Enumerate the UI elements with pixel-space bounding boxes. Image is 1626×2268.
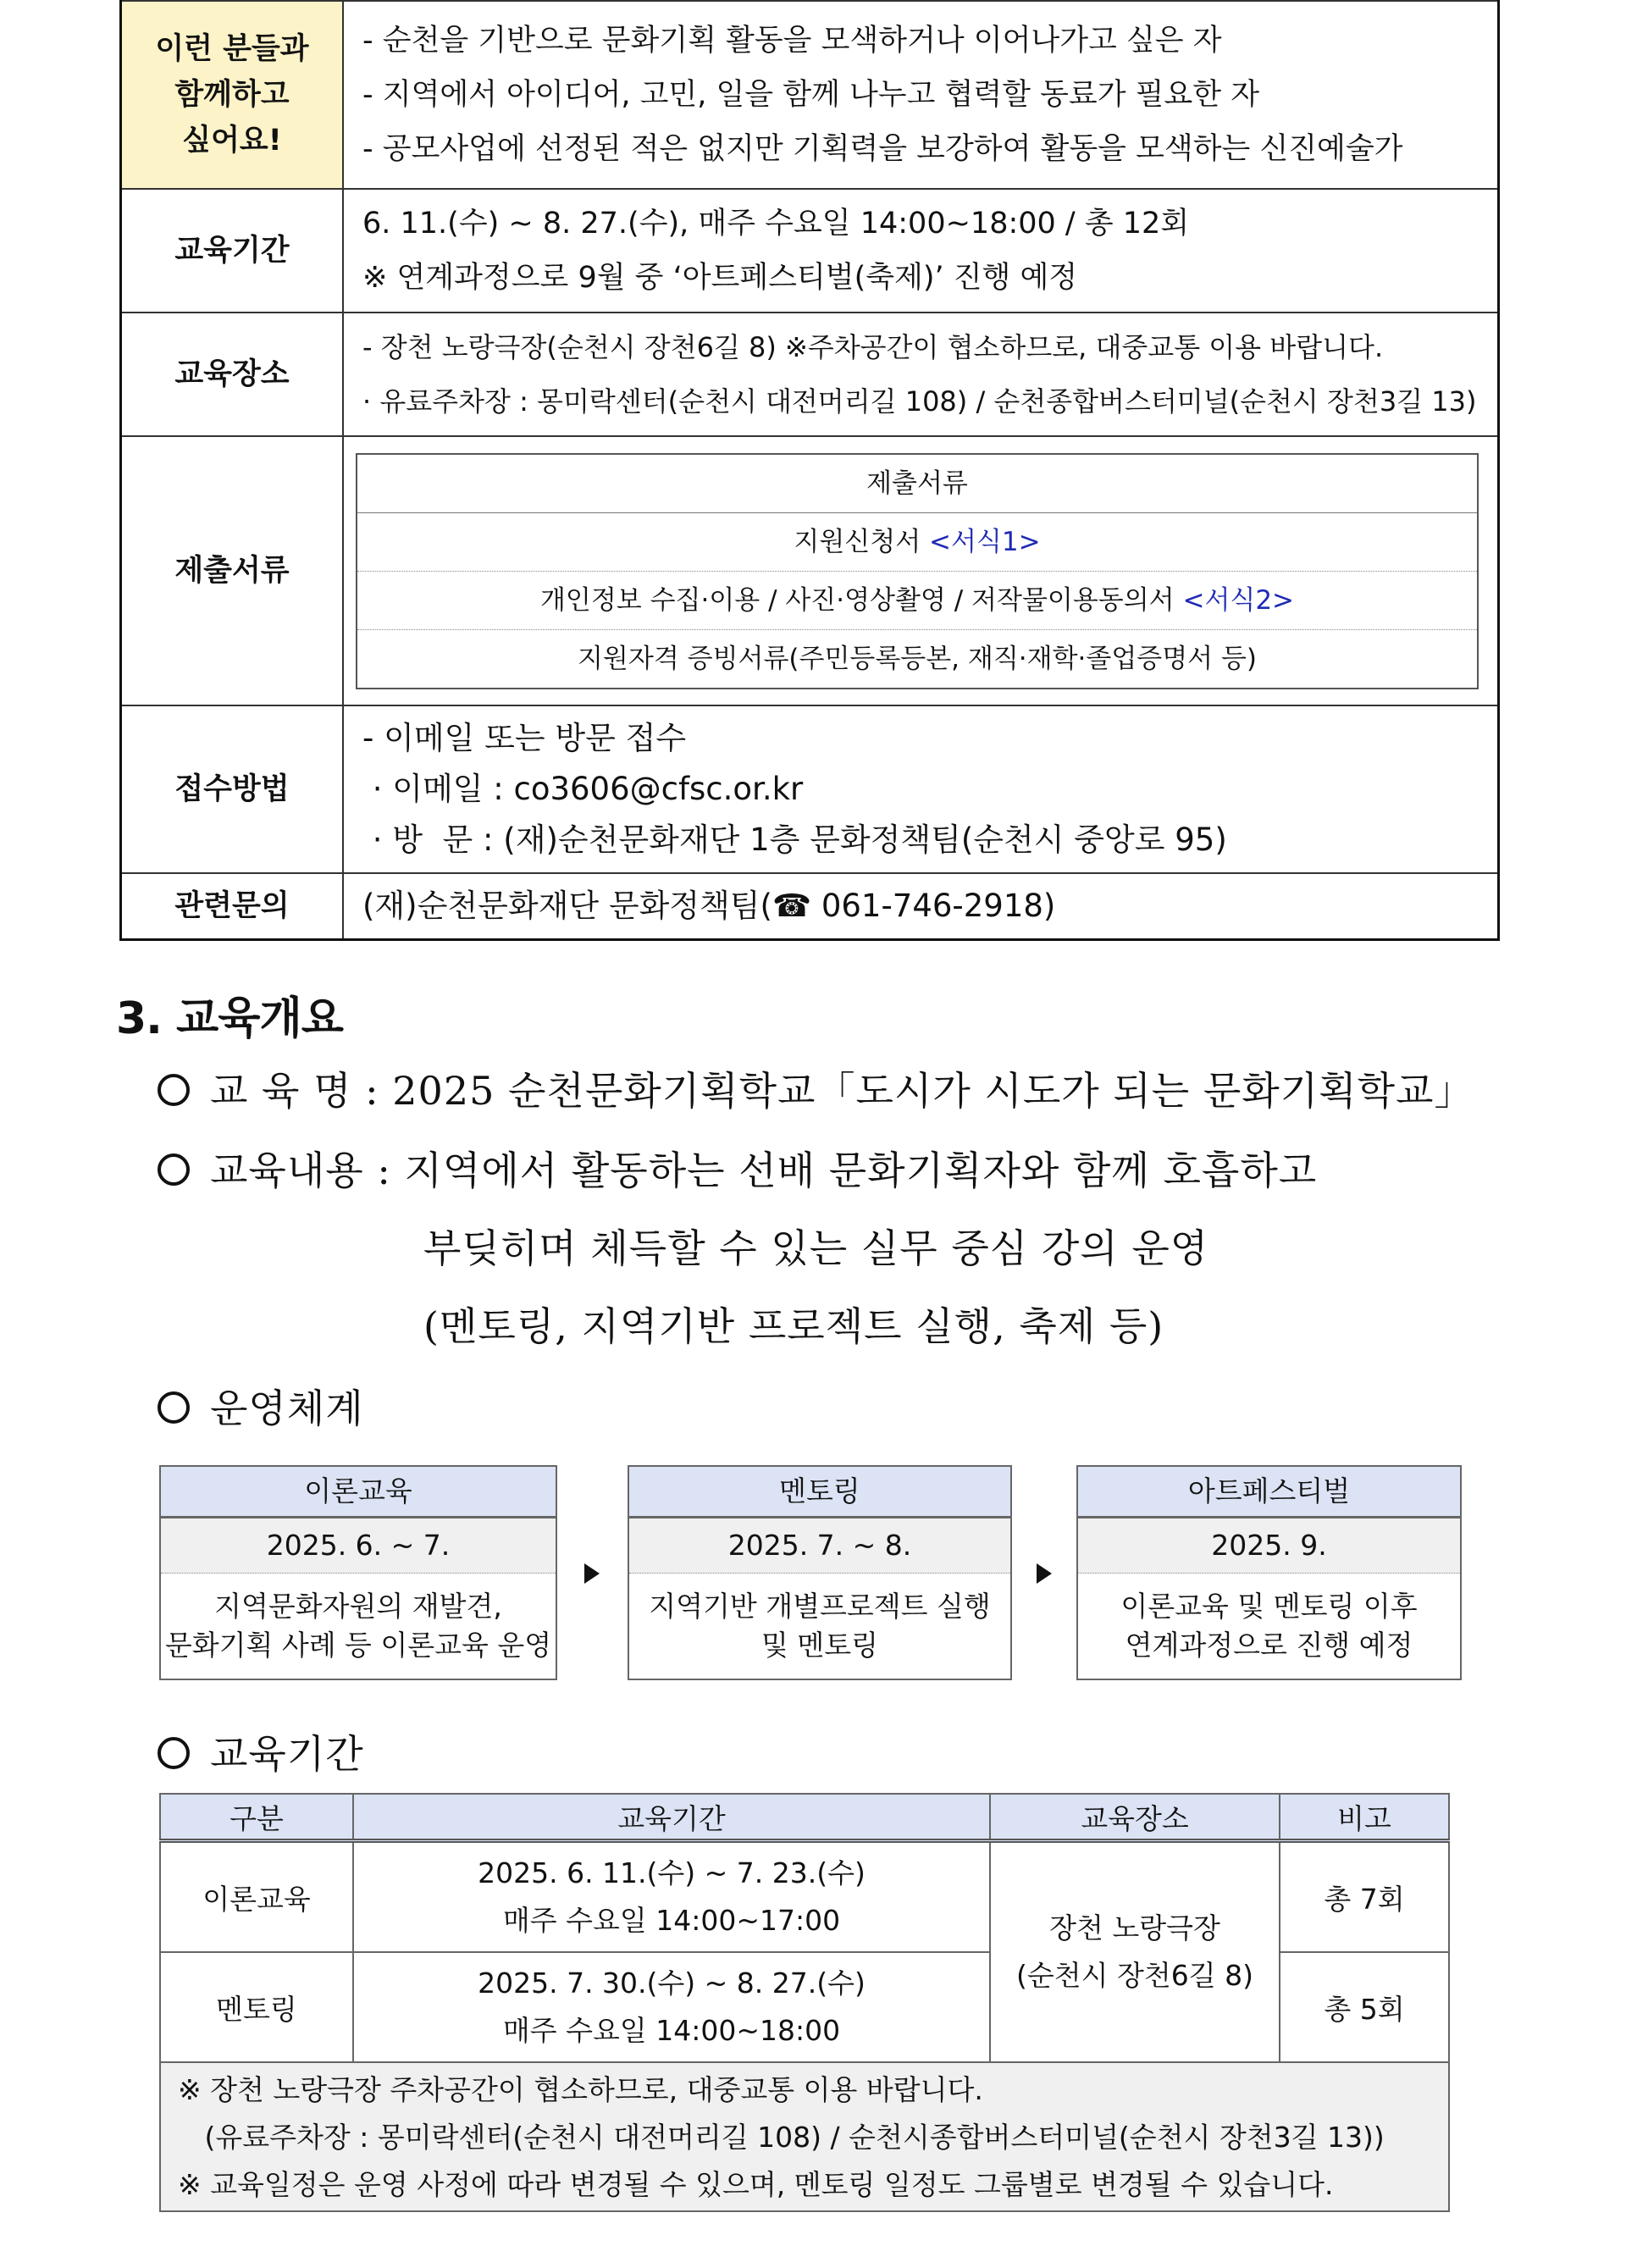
- edu-content-continued: 부딪히며 체득할 수 있는 실무 중심 강의 운영: [423, 1225, 1209, 1271]
- flow-step-theory: [159, 1465, 557, 1680]
- circle-bullet-icon: [158, 1391, 190, 1424]
- column-header: 비고: [1280, 1794, 1449, 1841]
- bullet-operation: 운영체계: [158, 1378, 364, 1434]
- bullet-period: 교육기간: [158, 1723, 364, 1779]
- row-content-application: - 이메일 또는 방문 접수 · 이메일 : co3606@cfsc.or.kr · 방 문 : (재)순천문화재단 1층 문화정책팀(순천시 중앙로 95): [343, 705, 1499, 873]
- schedule-type: 이론교육: [160, 1841, 353, 1953]
- table-row: [121, 873, 1499, 940]
- table-header-row: [160, 1794, 1449, 1841]
- flow-step-date: 2025. 9.: [1078, 1518, 1460, 1574]
- flow-step-date: 2025. 7. ~ 8.: [629, 1518, 1010, 1574]
- schedule-notes: ※ 장천 노랑극장 주차공간이 협소하므로, 대중교통 이용 바랍니다. (유료주차장 : 몽미락센터(순천시 대전머리길 108) / 순천시종합버스터미널(순천시 장천3길 13)) ※ 교육일정은 운영 사정에 따라 변경될 수 있으며, 멘토링 일정도 그룹별로 변경될 수 있습니다.: [160, 2062, 1449, 2211]
- form-tag: <서식2>: [1182, 584, 1295, 616]
- schedule-place: 장천 노랑극장 (순천시 장천6길 8): [990, 1841, 1280, 2063]
- flow-step-title: 이론교육: [161, 1467, 556, 1518]
- flow-step-mentoring: [628, 1465, 1012, 1680]
- table-row: [160, 1841, 1449, 1953]
- arrow-right-icon: [1037, 1563, 1052, 1584]
- row-label-period: 교육기간: [121, 189, 344, 313]
- section-title: 3. 교육개요: [116, 993, 343, 1044]
- row-label-application: 접수방법: [121, 705, 344, 873]
- row-label-place: 교육장소: [121, 313, 344, 436]
- bullet-edu-name: 교 육 명 : 2025 순천문화기획학교「도시가 시도가 되는 문화기획학교」: [158, 1060, 1474, 1116]
- flow-step-date: 2025. 6. ~ 7.: [161, 1518, 556, 1574]
- recruitment-info-table: [119, 0, 1500, 941]
- schedule-period: 2025. 6. 11.(수) ~ 7. 23.(수) 매주 수요일 14:00~17:00: [353, 1841, 990, 1953]
- flow-step-title: 아트페스티벌: [1078, 1467, 1460, 1518]
- schedule-note: 총 7회: [1280, 1841, 1449, 1953]
- row-label-contact: 관련문의: [121, 873, 344, 940]
- document-item: 지원자격 증빙서류(주민등록등본, 재직·재학·졸업증명서 등): [577, 643, 1257, 674]
- schedule-notes-row: [160, 2062, 1449, 2211]
- document-item: 지원신청서 <서식1>: [357, 513, 1477, 572]
- table-row: [121, 705, 1499, 873]
- contact-phone: (재)순천문화재단 문화정책팀(☎ 061-746-2918): [362, 888, 1056, 924]
- bullet-edu-content: 교육내용 : 지역에서 활동하는 선배 문화기획자와 함께 호흡하고: [158, 1140, 1317, 1196]
- row-content-target: - 순천을 기반으로 문화기획 활동을 모색하거나 이어나가고 싶은 자 - 지역에서 아이디어, 고민, 일을 함께 나누고 협력할 동료가 필요한 자 - 공모사업에 선정된 적은 없지만 기획력을 보강하여 활동을 모색하는 신진예술가: [343, 1, 1499, 189]
- schedule-type: 멘토링: [160, 1952, 353, 2062]
- circle-bullet-icon: [158, 1737, 190, 1769]
- schedule-note: 총 5회: [1280, 1952, 1449, 2062]
- row-label-target: 이런 분들과 함께하고 싶어요!: [121, 1, 344, 189]
- documents-header: 제출서류: [357, 455, 1477, 513]
- email-address: · 이메일 : co3606@cfsc.or.kr: [362, 771, 804, 807]
- row-label-documents: 제출서류: [121, 436, 344, 705]
- column-header: 교육기간: [353, 1794, 990, 1841]
- column-header: 교육장소: [990, 1794, 1280, 1841]
- row-content-documents: [343, 436, 1499, 705]
- schedule-table: [159, 1793, 1450, 2212]
- edu-content-continued: (멘토링, 지역기반 프로젝트 실행, 축제 등): [423, 1303, 1164, 1349]
- document-item: 개인정보 수집·이용 / 사진·영상촬영 / 저작물이용동의서 <서식2>: [357, 572, 1477, 630]
- row-content-period: 6. 11.(수) ~ 8. 27.(수), 매주 수요일 14:00~18:00 / 총 12회 ※ 연계과정으로 9월 중 ‘아트페스티벌(축제)’ 진행 예정: [343, 189, 1499, 313]
- schedule-period: 2025. 7. 30.(수) ~ 8. 27.(수) 매주 수요일 14:00~18:00: [353, 1952, 990, 2062]
- table-row: [121, 436, 1499, 705]
- flow-step-festival: [1076, 1465, 1462, 1680]
- row-content-contact: [343, 873, 1499, 940]
- table-row: [121, 313, 1499, 436]
- flow-step-desc: 지역문화자원의 재발견, 문화기획 사례 등 이론교육 운영: [164, 1590, 552, 1662]
- circle-bullet-icon: [158, 1153, 190, 1186]
- column-header: 구분: [160, 1794, 353, 1841]
- table-row: [121, 1, 1499, 189]
- flow-step-desc: 이론교육 및 멘토링 이후 연계과정으로 진행 예정: [1120, 1590, 1418, 1662]
- form-tag: <서식1>: [929, 526, 1041, 557]
- flow-step-title: 멘토링: [629, 1467, 1010, 1518]
- documents-box: [356, 453, 1479, 689]
- circle-bullet-icon: [158, 1074, 190, 1106]
- table-row: [121, 189, 1499, 313]
- row-content-place: - 장천 노랑극장(순천시 장천6길 8) ※주차공간이 협소하므로, 대중교통 이용 바랍니다. · 유료주차장 : 몽미락센터(순천시 대전머리길 108) / 순천종합버스터미널(순천시 장천3길 13): [343, 313, 1499, 436]
- arrow-right-icon: [584, 1563, 600, 1584]
- flow-step-desc: 지역기반 개별프로젝트 실행 및 멘토링: [649, 1590, 991, 1662]
